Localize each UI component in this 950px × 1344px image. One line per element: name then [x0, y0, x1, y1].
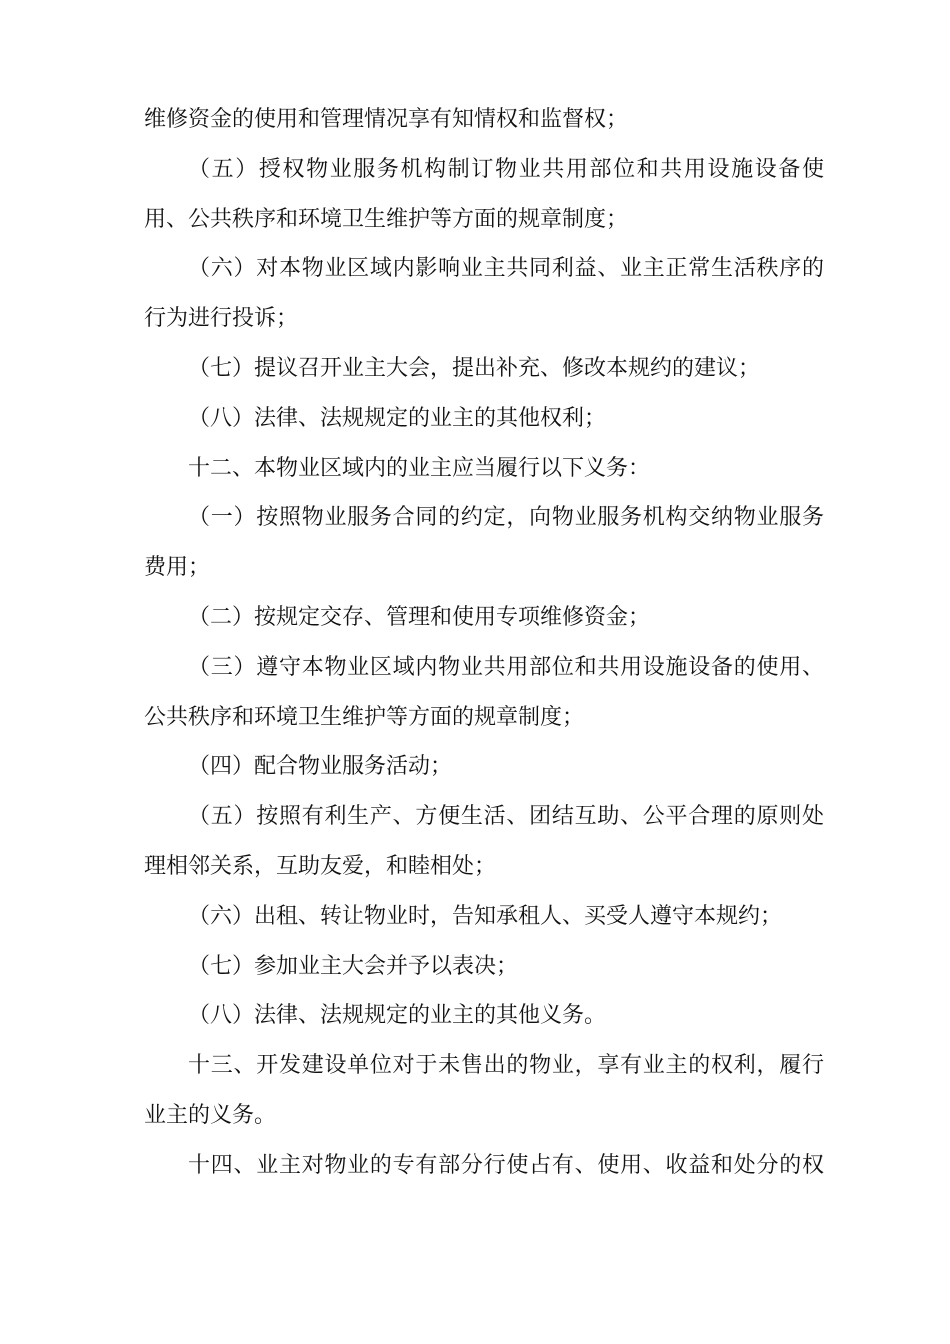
text-line: 费用； [144, 555, 211, 581]
text-line: （一）按照物业服务合同的约定，向物业服务机构交纳物业服务 [188, 505, 824, 531]
text-line: 用、公共秩序和环境卫生维护等方面的规章制度； [144, 206, 629, 232]
text-line: 行为进行投诉； [144, 306, 299, 332]
text-line: （八）法律、法规规定的业主的其他义务。 [188, 1003, 607, 1029]
text-line: （五）按照有利生产、方便生活、团结互助、公平合理的原则处 [188, 804, 824, 830]
text-line: 业主的义务。 [144, 1102, 277, 1128]
text-line: 理相邻关系，互助友爱，和睦相处； [144, 853, 497, 879]
text-line: 十二、本物业区域内的业主应当履行以下义务： [188, 455, 651, 481]
text-line: （二）按规定交存、管理和使用专项维修资金； [188, 604, 651, 630]
text-line: （七）参加业主大会并予以表决； [188, 953, 519, 979]
text-line: （六）出租、转让物业时，告知承租人、买受人遵守本规约； [188, 903, 783, 929]
text-line: （四）配合物业服务活动； [188, 754, 453, 780]
text-line: （三）遵守本物业区域内物业共用部位和共用设施设备的使用、 [188, 654, 824, 680]
text-line: 公共秩序和环境卫生维护等方面的规章制度； [144, 704, 585, 730]
text-line: （八）法律、法规规定的业主的其他权利； [188, 405, 607, 431]
text-line: 维修资金的使用和管理情况享有知情权和监督权； [144, 107, 629, 132]
text-line: 十三、开发建设单位对于未售出的物业，享有业主的权利，履行 [188, 1053, 824, 1079]
text-line: （七）提议召开业主大会，提出补充、修改本规约的建议； [188, 355, 761, 381]
document-body [144, 95, 824, 1191]
text-line: 十四、业主对物业的专有部分行使占有、使用、收益和处分的权 [188, 1152, 824, 1178]
text-line: （六）对本物业区域内影响业主共同利益、业主正常生活秩序的 [188, 256, 824, 282]
text-line: （五）授权物业服务机构制订物业共用部位和共用设施设备使 [188, 156, 824, 182]
